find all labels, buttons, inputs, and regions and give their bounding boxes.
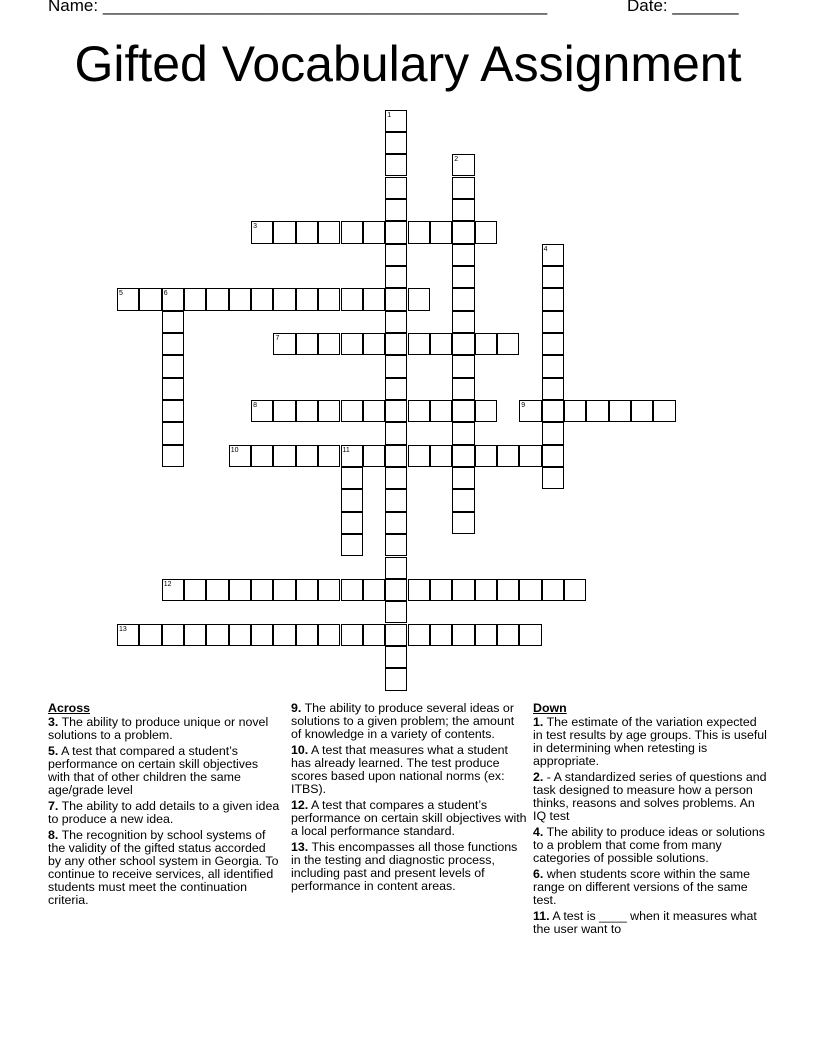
clue-item	[291, 702, 527, 741]
cell-number: 9	[521, 402, 526, 410]
crossword-cell[interactable]	[206, 624, 228, 646]
clue-number: 12.	[291, 798, 309, 812]
crossword-cell[interactable]	[318, 221, 340, 243]
across-clues-column-1	[48, 702, 280, 910]
crossword-cell[interactable]	[430, 579, 452, 601]
crossword-cell[interactable]	[497, 333, 519, 355]
crossword-cell[interactable]	[341, 579, 363, 601]
clue-item	[291, 799, 527, 838]
crossword-cell[interactable]	[542, 355, 564, 377]
crossword-cell[interactable]	[273, 579, 295, 601]
across-clue-list	[48, 716, 280, 907]
crossword-cell[interactable]	[475, 579, 497, 601]
crossword-cell[interactable]	[452, 177, 474, 199]
crossword-cell[interactable]	[452, 199, 474, 221]
crossword-cell[interactable]	[296, 579, 318, 601]
cell-number: 12	[163, 580, 172, 588]
cell-number: 7	[275, 335, 280, 342]
crossword-cell[interactable]	[184, 579, 206, 601]
crossword-cell[interactable]	[408, 333, 430, 355]
crossword-cell[interactable]	[251, 579, 273, 601]
crossword-cell[interactable]	[139, 624, 161, 646]
clue-text: A test is ____ when it measures what the user want to	[533, 909, 757, 936]
crossword-cell[interactable]	[385, 557, 407, 579]
crossword-cell[interactable]	[162, 400, 184, 422]
crossword-cell[interactable]	[273, 221, 295, 243]
crossword-cell[interactable]	[430, 400, 452, 422]
clue-text: The ability to produce ideas or solutions to a problem that come from many categories of possible solutions.	[533, 825, 765, 865]
cell-number: 13	[119, 625, 127, 633]
cell-number: 5	[119, 290, 123, 298]
clue-number: 4.	[533, 825, 544, 839]
crossword-cell[interactable]	[318, 400, 340, 422]
crossword-cell[interactable]	[162, 378, 184, 400]
clue-text: The ability to produce unique or novel solutions to a problem.	[48, 715, 269, 742]
clue-text: A test that compared a student’s performance on certain skill objectives with that of other children the same age/grade level	[48, 744, 259, 797]
crossword-cell[interactable]	[542, 333, 564, 355]
crossword-cell[interactable]	[385, 422, 407, 444]
crossword-cell[interactable]	[318, 333, 340, 355]
date-label: Date:	[627, 0, 668, 15]
crossword-cell[interactable]	[430, 333, 452, 355]
crossword-cell[interactable]	[452, 512, 474, 534]
crossword-cell[interactable]	[385, 333, 407, 355]
crossword-cell[interactable]	[452, 311, 474, 333]
crossword-cell[interactable]	[542, 378, 564, 400]
crossword-cell[interactable]	[341, 400, 363, 422]
crossword-cell[interactable]	[162, 355, 184, 377]
crossword-cell[interactable]	[296, 221, 318, 243]
crossword-cell[interactable]	[341, 624, 363, 646]
cell-number: 8	[253, 402, 257, 410]
clue-text: This encompasses all those functions in the testing and diagnostic process, including past and present levels of performance in content areas.	[291, 840, 518, 893]
cell-number: 2	[454, 156, 459, 164]
crossword-cell[interactable]	[273, 288, 295, 310]
crossword-cell[interactable]	[296, 400, 318, 422]
crossword-cell[interactable]	[452, 333, 474, 355]
clue-item	[533, 826, 769, 865]
crossword-cell[interactable]	[229, 288, 251, 310]
down-clues-column	[533, 702, 769, 939]
crossword-cell[interactable]	[452, 422, 474, 444]
cell-number: 6	[163, 290, 168, 298]
crossword-cell[interactable]	[296, 288, 318, 310]
crossword-cell[interactable]	[542, 311, 564, 333]
clue-number: 10.	[291, 743, 309, 757]
clue-number: 3.	[48, 715, 59, 729]
clue-item	[533, 716, 769, 768]
crossword-cell[interactable]	[385, 467, 407, 489]
crossword-cell[interactable]	[363, 288, 385, 310]
crossword-cell[interactable]	[341, 534, 363, 556]
crossword-cell[interactable]	[139, 288, 161, 310]
crossword-cell[interactable]	[162, 333, 184, 355]
crossword-cell[interactable]	[318, 445, 340, 467]
crossword-cell[interactable]	[273, 400, 295, 422]
crossword-cell[interactable]	[318, 579, 340, 601]
crossword-cell[interactable]	[363, 333, 385, 355]
clue-number: 2.	[533, 770, 544, 784]
crossword-cell[interactable]	[162, 445, 184, 467]
crossword-cell[interactable]	[408, 221, 430, 243]
crossword-cell[interactable]	[229, 624, 251, 646]
crossword-cell[interactable]	[341, 512, 363, 534]
crossword-cell[interactable]	[162, 311, 184, 333]
cell-number: 10	[230, 446, 239, 454]
clue-text: A test that measures what a student has already learned. The test produce scores based upon national norms (ex: ITBS).	[291, 743, 508, 796]
clue-text: The ability to produce several ideas or solutions to a given problem; the amount of knowledge in a variety of contents.	[291, 701, 515, 741]
across-clues-column-2	[291, 702, 527, 896]
crossword-cell[interactable]	[452, 355, 474, 377]
crossword-cell[interactable]	[251, 624, 273, 646]
clue-item	[291, 744, 527, 796]
crossword-cell[interactable]	[318, 624, 340, 646]
crossword-cell[interactable]	[385, 199, 407, 221]
crossword-cell[interactable]	[251, 288, 273, 310]
crossword-cell[interactable]	[542, 445, 564, 467]
clue-text: The recognition by school systems of the validity of the gifted status accorded by any other school system in Georgia. To continue to receive services, all identified students must meet the continuation criteria.	[48, 828, 279, 907]
crossword-cell[interactable]	[542, 400, 564, 422]
crossword-cell[interactable]	[385, 489, 407, 511]
crossword-cell[interactable]	[363, 221, 385, 243]
clue-text: when students score within the same range on different versions of the same test.	[533, 867, 750, 907]
crossword-cell[interactable]	[363, 445, 385, 467]
crossword-cell[interactable]	[542, 422, 564, 444]
crossword-cell[interactable]	[206, 288, 228, 310]
crossword-cell[interactable]	[452, 624, 474, 646]
crossword-cell[interactable]	[542, 288, 564, 310]
crossword-cell[interactable]	[184, 288, 206, 310]
crossword-cell[interactable]	[229, 579, 251, 601]
crossword-cell[interactable]	[497, 579, 519, 601]
crossword-cell[interactable]	[519, 445, 541, 467]
crossword-cell[interactable]	[385, 512, 407, 534]
clue-item	[48, 716, 280, 742]
crossword-cell[interactable]	[363, 624, 385, 646]
clue-text: - A standardized series of questions and task designed to measure how a person thinks, reasons and solves problems. An IQ test	[533, 770, 767, 823]
crossword-cell[interactable]	[542, 266, 564, 288]
across-clue-list-continued	[291, 702, 527, 893]
crossword-cell[interactable]	[408, 288, 430, 310]
crossword-cell[interactable]	[385, 646, 407, 668]
crossword-cell[interactable]	[385, 311, 407, 333]
crossword-cell[interactable]	[452, 400, 474, 422]
cell-number: 1	[387, 111, 392, 119]
crossword-cell[interactable]	[586, 400, 608, 422]
crossword-cell[interactable]	[341, 489, 363, 511]
crossword-cell[interactable]	[363, 579, 385, 601]
clue-item	[533, 771, 769, 823]
crossword-cell[interactable]	[251, 445, 273, 467]
clue-number: 11.	[533, 909, 550, 923]
crossword-cell[interactable]	[341, 221, 363, 243]
down-heading: Down	[533, 701, 567, 715]
crossword-cell[interactable]	[318, 288, 340, 310]
crossword-cell[interactable]	[408, 445, 430, 467]
crossword-cell[interactable]	[452, 579, 474, 601]
crossword-cell[interactable]	[363, 400, 385, 422]
crossword-cell[interactable]	[475, 624, 497, 646]
crossword-cell[interactable]	[206, 579, 228, 601]
crossword-cell[interactable]	[452, 378, 474, 400]
date-blank[interactable]: _______	[672, 0, 739, 15]
crossword-cell[interactable]	[452, 221, 474, 243]
crossword-cell[interactable]	[162, 422, 184, 444]
crossword-cell[interactable]	[452, 266, 474, 288]
crossword-cell[interactable]	[452, 489, 474, 511]
crossword-cell[interactable]	[609, 400, 631, 422]
clue-item	[48, 800, 280, 826]
clue-number: 5.	[48, 744, 59, 758]
clue-item	[533, 910, 769, 936]
crossword-cell[interactable]	[296, 333, 318, 355]
crossword-cell[interactable]	[273, 445, 295, 467]
crossword-cell[interactable]	[385, 132, 407, 154]
clue-item	[291, 841, 527, 893]
clue-text: The estimate of the variation expected in test results by age groups. This is useful in determining when retesting is appropriate.	[533, 715, 767, 768]
crossword-cell[interactable]	[341, 333, 363, 355]
crossword-cell[interactable]	[385, 266, 407, 288]
crossword-cell[interactable]	[408, 579, 430, 601]
cell-number: 4	[543, 245, 548, 253]
clue-number: 9.	[291, 701, 302, 715]
crossword-cell[interactable]	[385, 668, 407, 690]
crossword-cell[interactable]	[296, 445, 318, 467]
clue-number: 6.	[533, 867, 544, 881]
crossword-cell[interactable]	[497, 624, 519, 646]
crossword-cell[interactable]	[430, 221, 452, 243]
crossword-cell[interactable]	[341, 288, 363, 310]
crossword-cell[interactable]	[273, 624, 295, 646]
crossword-cell[interactable]	[542, 579, 564, 601]
crossword-cell[interactable]	[341, 467, 363, 489]
clue-number: 8.	[48, 828, 59, 842]
crossword-cell[interactable]	[385, 154, 407, 176]
name-label: Name:	[48, 0, 99, 15]
crossword-cell[interactable]	[296, 624, 318, 646]
crossword-cell[interactable]	[385, 244, 407, 266]
crossword-cell[interactable]	[475, 400, 497, 422]
down-clue-list	[533, 716, 769, 936]
clue-number: 1.	[533, 715, 544, 729]
crossword-cell[interactable]	[519, 624, 541, 646]
crossword-cell[interactable]	[452, 467, 474, 489]
page-title: Gifted Vocabulary Assignment	[74, 36, 742, 92]
crossword-cell[interactable]	[385, 579, 407, 601]
crossword-cell[interactable]	[542, 467, 564, 489]
crossword-cell[interactable]	[564, 579, 586, 601]
crossword-cell[interactable]	[385, 355, 407, 377]
crossword-cell[interactable]	[385, 378, 407, 400]
crossword-cell[interactable]	[475, 221, 497, 243]
crossword-cell[interactable]	[564, 400, 586, 422]
crossword-cell[interactable]	[452, 445, 474, 467]
crossword-cell[interactable]	[162, 624, 184, 646]
crossword-cell[interactable]	[452, 288, 474, 310]
crossword-cell[interactable]	[475, 333, 497, 355]
crossword-cell[interactable]	[497, 445, 519, 467]
crossword-cell[interactable]	[430, 624, 452, 646]
clue-number: 7.	[48, 799, 59, 813]
crossword-cell[interactable]	[385, 624, 407, 646]
crossword-cell[interactable]	[385, 534, 407, 556]
clue-item	[533, 868, 769, 907]
crossword-cell[interactable]	[184, 624, 206, 646]
crossword-cell[interactable]	[385, 601, 407, 623]
clue-text: The ability to add details to a given idea to produce a new idea.	[48, 799, 280, 826]
cell-number: 11	[342, 446, 350, 454]
crossword-cell[interactable]	[385, 221, 407, 243]
crossword-cell[interactable]	[385, 177, 407, 199]
crossword-cell[interactable]	[452, 244, 474, 266]
crossword-cell[interactable]	[385, 445, 407, 467]
across-heading: Across	[48, 701, 91, 715]
cell-number: 3	[253, 223, 257, 231]
crossword-cell[interactable]	[408, 624, 430, 646]
crossword-cell[interactable]	[475, 445, 497, 467]
name-blank[interactable]: _______________________________________________	[102, 0, 548, 15]
crossword-cell[interactable]	[631, 400, 653, 422]
crossword-cell[interactable]	[430, 445, 452, 467]
clue-item	[48, 745, 280, 797]
crossword-cell[interactable]	[385, 288, 407, 310]
clue-text: A test that compares a student’s performance on certain skill objectives with a local performance standard.	[291, 798, 527, 838]
crossword-cell[interactable]	[519, 579, 541, 601]
crossword-cell[interactable]	[653, 400, 675, 422]
clue-number: 13.	[291, 840, 309, 854]
clue-item	[48, 829, 280, 907]
crossword-cell[interactable]	[408, 400, 430, 422]
crossword-cell[interactable]	[385, 400, 407, 422]
